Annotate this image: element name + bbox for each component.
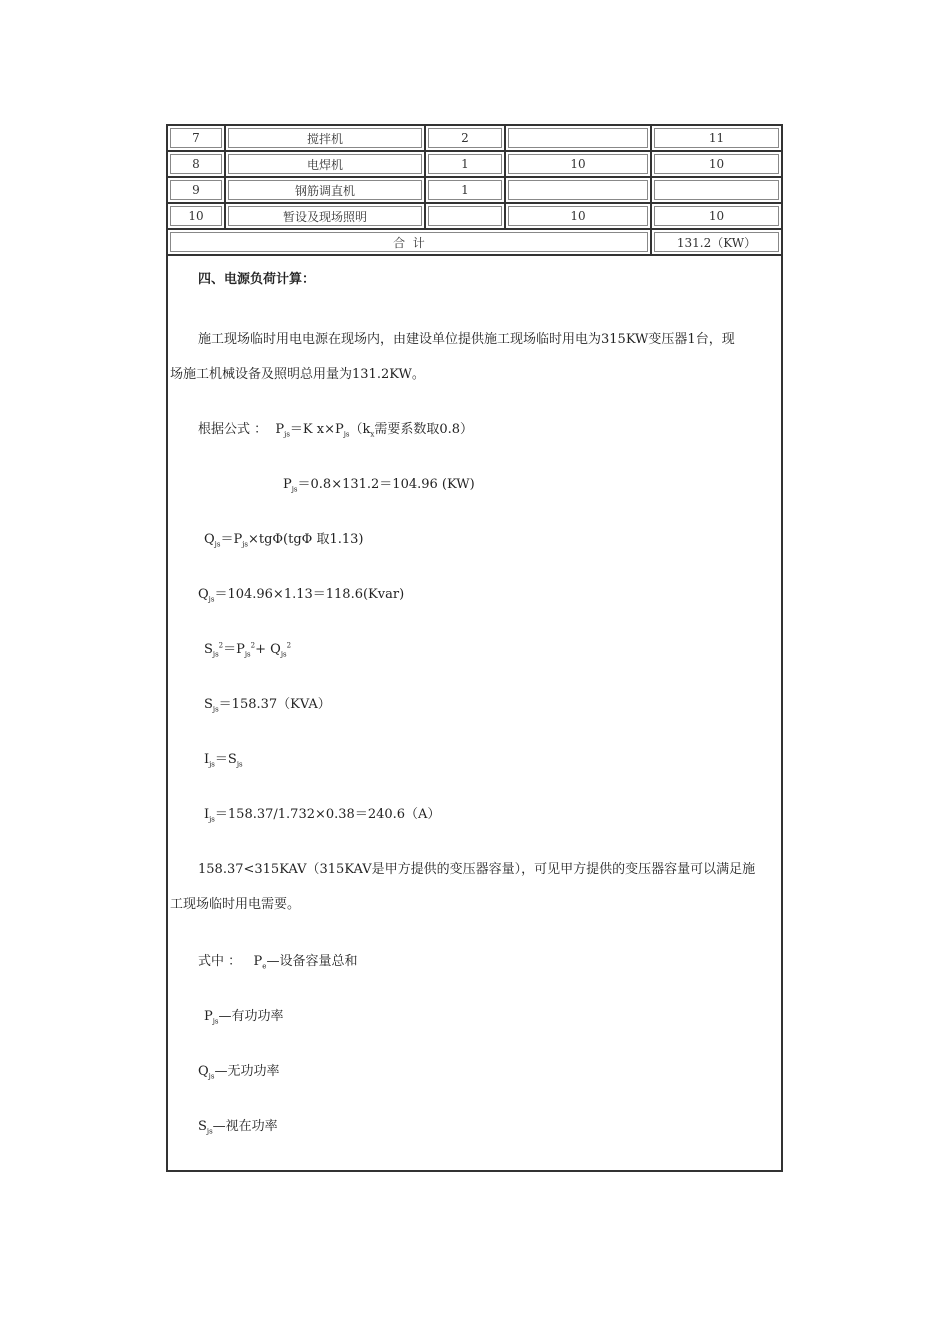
table-row [168, 126, 781, 152]
equipment-name-cell [226, 152, 426, 178]
legend-pjs: $P_{js}—$有功功率 [204, 1009, 284, 1026]
row-number-cell [168, 126, 226, 152]
equipment-name-cell [226, 204, 426, 230]
total-power: 11 [654, 128, 779, 148]
formula-line-2: $P_{js}=0.8\times 131.2=104.96$ (KW) [283, 477, 475, 494]
equipment-table [168, 126, 781, 256]
total-power [654, 180, 779, 200]
unit-power [508, 180, 648, 200]
unit-power-cell [506, 178, 652, 204]
formula-q1: $Q_{js}=P_{js}\times tg\Phi(tg\Phi$ 取1.13) [204, 532, 364, 549]
total-value: 131.2（KW） [654, 232, 779, 252]
total-power-cell [652, 152, 781, 178]
unit-power: 10 [508, 154, 648, 174]
quantity: 2 [428, 128, 502, 148]
unit-power [508, 128, 648, 148]
table-row [168, 204, 781, 230]
row-number: 10 [170, 206, 222, 226]
legend-sjs: $S_{js}—$视在功率 [198, 1119, 278, 1136]
formula-s2: $S_{js}=158.37(KVA)$ [204, 697, 331, 714]
formula-line-1: 根据公式 ： $P_{js}=K$ $x\times P_{js}(k_x$需要系数取0.8） [198, 422, 474, 439]
section-heading: 四、电源负荷计算： [198, 272, 316, 287]
row-number-cell [168, 204, 226, 230]
conclusion-line-2: 工现场临时用电需要。 [170, 897, 301, 912]
unit-power-cell [506, 126, 652, 152]
equipment-name: 搅拌机 [228, 128, 422, 148]
equipment-name: 钢筋调直机 [228, 180, 422, 200]
table-row [168, 178, 781, 204]
formula-i1: $I_{js}=S_{js}$ [204, 752, 243, 769]
conclusion-line-1: 158.37<315KAV（315KAV是甲方提供的变压器容量），可见甲方提供的变压器容量可以满足施 [198, 862, 756, 877]
unit-power: 10 [508, 206, 648, 226]
equipment-name-cell [226, 126, 426, 152]
total-row [168, 230, 781, 256]
document-frame [166, 124, 783, 1172]
total-label-cell [168, 230, 652, 256]
total-power: 10 [654, 154, 779, 174]
quantity-cell [426, 126, 506, 152]
quantity: 1 [428, 180, 502, 200]
total-power-cell [652, 126, 781, 152]
formula-q2: $Q_{js}=104.96\times 1.13=118.6(Kvar)$ [198, 587, 405, 604]
row-number-cell [168, 178, 226, 204]
quantity: 1 [428, 154, 502, 174]
row-number: 9 [170, 180, 222, 200]
row-number: 8 [170, 154, 222, 174]
total-power: 10 [654, 206, 779, 226]
intro-line-2: 场施工机械设备及照明总用量为131.2KW。 [170, 367, 425, 382]
formula-i2: $I_{js}=158.37/1.732\times 0.38=240.6(A)$ [204, 807, 441, 824]
formula-s1: $S_{js}^2=P_{js}^2+ Q_{js}^2$ [204, 641, 292, 659]
equipment-name: 暂设及现场照明 [228, 206, 422, 226]
total-value-cell [652, 230, 781, 256]
unit-power-cell [506, 204, 652, 230]
row-number: 7 [170, 128, 222, 148]
quantity-cell [426, 178, 506, 204]
quantity-cell [426, 204, 506, 230]
intro-line-1: 施工现场临时用电电源在现场内，由建设单位提供施工现场临时用电为315KW变压器1台，现 [198, 332, 735, 347]
total-power-cell [652, 204, 781, 230]
equipment-name-cell [226, 178, 426, 204]
table-row [168, 152, 781, 178]
equipment-name: 电焊机 [228, 154, 422, 174]
total-label: 合 计 [170, 232, 648, 252]
unit-power-cell [506, 152, 652, 178]
total-power-cell [652, 178, 781, 204]
quantity [428, 206, 502, 226]
row-number-cell [168, 152, 226, 178]
legend-qjs: $Q_{js}—$无功功率 [198, 1064, 280, 1081]
legend-pe: 式中 ： $P_e—$设备容量总和 [198, 954, 358, 971]
quantity-cell [426, 152, 506, 178]
